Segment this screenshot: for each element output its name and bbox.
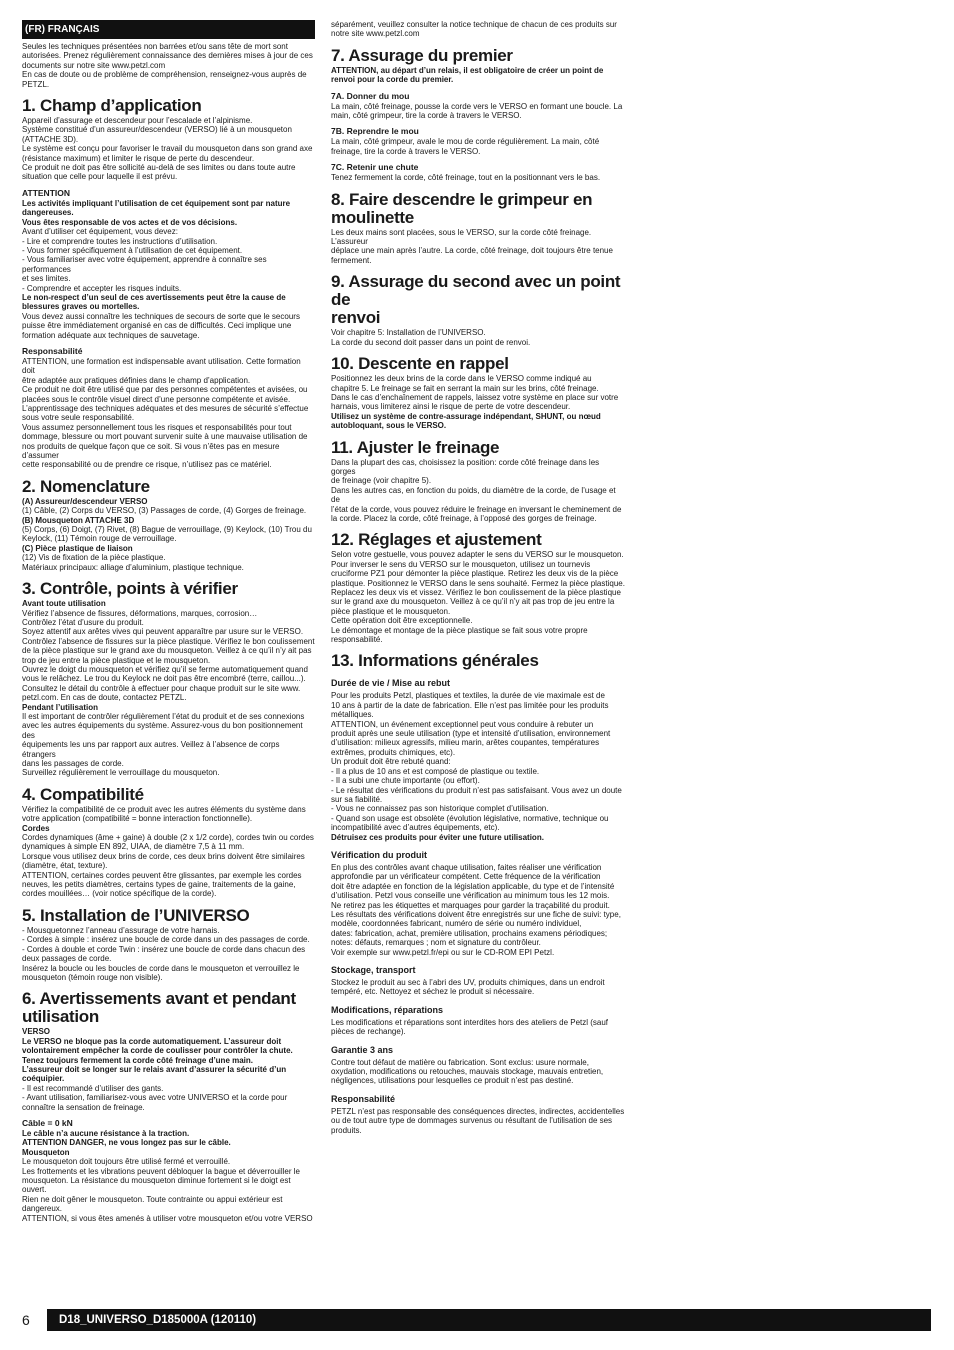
subsection-heading: Durée de vie / Mise au rebut: [331, 678, 451, 689]
bold-paragraph: Pendant l’utilisation: [22, 702, 99, 712]
subheading: Câble = 0 kN: [22, 1117, 73, 1128]
subsection-heading: Stockage, transport: [331, 965, 416, 975]
paragraph: La main, côté freinage, pousse la corde vers le VERSO en formant une boucle. La main, côté grimpeur, tire la corde à travers le VERSO.: [331, 101, 623, 121]
paragraph: Les deux mains sont placées, sous le VERSO, sur la corde côté freinage. L’assureur déplace une main après l’autre. La corde, côté freinage, doit toujours être tenue fermement.: [331, 227, 613, 265]
section-heading: 3. Contrôle, points à vérifier: [22, 579, 238, 599]
paragraph: Selon votre gestuelle, vous pouvez adapter le sens du VERSO sur le mousqueton. Pour inverser le sens du VERSO sur le mousqueton, utilisez un tournevis cruciforme PZ1 pour démonter la pièce plastique. Retirez les deux vis de la pièce plastique. Positionnez le VERSO dans le sens souhaité. Fermez la pièce plastique. Replacez les deux vis et vissez. Vérifiez le bon coulissement de la pièce plastique sur le grand axe du mousqueton. Veillez à ce qu’il n’y ait pas trop de jeu entre la pièce plastique et le mousqueton. Cette opération doit être exceptionnelle. Le démontage et montage de la pièce plastique se fait sous votre propre responsabilité.: [331, 550, 625, 645]
paragraph: Cordes dynamiques (âme + gaine) à double (2 x 1/2 corde), cordes twin ou cordes dynamiques à simple EN 892, UIAA, de diamètre 7,5 à 11 mm. Lorsque vous utilisez deux brins de corde, ces deux brins doivent être similaires (diamètre, état, texture). ATTENTION, certaines cordes peuvent être glissantes, par exemple les cordes neuves, les petits diamètres, certains types de gaine, traitements de la gaine, cordes mouillées… (voir notice spécifique de la corde).: [22, 833, 314, 899]
paragraph: Positionnez les deux brins de la corde dans le VERSO comme indiqué au chapitre 5. Le freinage se fait en serrant la main sur les brins, côté freinage. Dans le cas d’enchaînement de rappels, laissez votre système en place sur votre harnais, vous limiterez ainsi le risque de perte de votre descendeur.: [331, 374, 619, 412]
left-column: [22, 20, 315, 1223]
paragraph: ATTENTION, une formation est indispensable avant utilisation. Cette formation doit être adaptée aux pratiques définies dans le champ d’application. Ce produit ne doit être utilisé que par des personnes compétentes et avisées, ou placées sous le contrôle visuel direct d’une personne compétente et avisée. L’apprentissage des techniques adéquates et des mesures de sécurité s’effectue sous votre seule responsabilité. Vous assumez personnellement tous les risques et responsabilités pour tout dommage, blessure ou mort pouvant survenir suite à une mauvaise utilisation de nos produits de quelque façon que ce soit. Si vous n’êtes pas en mesure d’assumer cette responsabilité ou de prendre ce risque, n’utilisez pas ce matériel.: [22, 356, 309, 470]
paragraph: Vérifiez la compatibilité de ce produit avec les autres éléments du système dans votre application (compatibilité = bonne interaction fonctionnelle).: [22, 804, 306, 824]
bold-paragraph: Les activités impliquant l’utilisation de cet équipement sont par nature dangereuses. Vous êtes responsable de vos actes et de vos décisions.: [22, 198, 291, 227]
paragraph: Contre tout défaut de matière ou fabrication. Sont exclus: usure normale, oxydation, modifications ou retouches, mauvais stockage, mauvais entretien, négligences, utilisations pour lesquelles ce produit n’est pas destiné.: [331, 1057, 604, 1086]
paragraph: Le mousqueton doit toujours être utilisé fermé et verrouillé. Les frottements et les vibrations peuvent débloquer la bague et déverrouiller le mousqueton. La résistance du mousqueton diminue fortement si le doigt est ouvert. Rien ne doit gêner le mousqueton. Toute contrainte ou appui extérieur est dangereux. ATTENTION, si vous êtes amenés à utiliser votre mousqueton et/ou votre VERSO: [22, 1157, 313, 1223]
paragraph: PETZL n’est pas responsable des conséquences directes, indirectes, accidentelles ou de tout autre type de dommages survenus ou résultant de l’utilisation de ses produits.: [331, 1106, 625, 1135]
paragraph: - Mousquetonnez l’anneau d’assurage de votre harnais. - Cordes à simple : insérez une boucle de corde dans un des passages de corde. - Cordes à double et corde Twin : insérez une boucle de corde dans chacun des deux passages de corde. Insérez la boucle ou les boucles de corde dans le mousqueton et verrouillez le mousqueton (témoin rouge non visible).: [22, 925, 310, 982]
section-heading: 7. Assurage du premier: [331, 45, 513, 65]
bold-paragraph: (A) Assureur/descendeur VERSO: [22, 496, 148, 506]
bold-paragraph: (C) Pièce plastique de liaison: [22, 543, 133, 553]
bold-paragraph: (B) Mousqueton ATTACHE 3D: [22, 515, 135, 525]
section-heading: 8. Faire descendre le grimpeur en moulinette: [331, 189, 593, 227]
bold-paragraph: Le non-respect d’un seul de ces avertissements peut être la cause de blessures graves ou mortelles.: [22, 292, 286, 312]
subheading: 7C. Retenir une chute: [331, 162, 419, 173]
paragraph: Appareil d’assurage et descendeur pour l’escalade et l’alpinisme. Système constitué d’un assureur/descendeur (VERSO) lié à un mousqueton (ATTACHE 3D). Le système est conçu pour favoriser le travail du mousqueton dans son grand axe (résistance maximum) et limiter le risque de perte du descendeur. Ce produit ne doit pas être sollicité au-delà de ses limites ou dans toute autre situation que celle pour laquelle il est prévu.: [22, 116, 313, 182]
paragraph: (5) Corps, (6) Doigt, (7) Rivet, (8) Bague de verrouillage, (9) Keylock, (10) Trou du Keylock, (11) Témoin rouge de verrouillage.: [22, 525, 312, 544]
right-column: [331, 20, 625, 1135]
subsection-heading: Garantie 3 ans: [331, 1044, 394, 1055]
paragraph: (12) Vis de fixation de la pièce plastique. Matériaux principaux: alliage d’aluminium, plastique technique.: [22, 553, 244, 572]
paragraph: Vous devez aussi connaître les techniques de secours de sorte que le secours puisse être immédiatement organisé en cas de difficultés. Ceci implique une formation adéquate aux techniques de sauvetage.: [22, 311, 300, 340]
subsection-heading: Responsabilité: [331, 1093, 396, 1104]
bold-paragraph: Avant toute utilisation: [22, 599, 106, 609]
paragraph: Seules les techniques présentées non barrées et/ou sans tête de mort sont autorisées. Prenez régulièrement connaissance des dernières mises à jour de ces documents sur notre site www.petzl.com En cas de doute ou de problème de compréhension, renseignez-vous auprès de PETZL.: [22, 42, 313, 89]
paragraph: Avant d’utiliser cet équipement, vous devez: - Lire et comprendre toutes les instructions d’utilisation. - Vous former spécifiquement à l’utilisation de cet équipement. - Vous familiariser avec votre équipement, apprendre à connaître ses performances et ses limites. - Comprendre et accepter les risques induits.: [22, 227, 267, 293]
page-number: 6: [22, 1312, 30, 1328]
section-heading: 11. Ajuster le freinage: [331, 437, 500, 457]
subheading: Responsabilité: [22, 345, 83, 356]
paragraph: Vérifiez l’absence de fissures, déformations, marques, corrosion… Contrôlez l’état d’usure du produit. Soyez attentif aux arêtes vives qui peuvent apparaître par usure sur le VERSO. Contrôlez l’absence de fissures sur la pièce plastique. Vérifiez le bon coulissement de la pièce plastique sur le grand axe du mousqueton. Veillez à ce qu’il n’y ait pas trop de jeu entre la pièce plastique et le mousqueton. Ouvrez le doigt du mousqueton et vérifiez qu’il se ferme automatiquement quand vous le relâchez. Le trou du Keylock ne doit pas être encombré (terre, caillou...). Consultez le détail du contrôle à effectuer pour chaque produit sur le site www. petzl.com. En cas de doute, contactez PETZL.: [22, 608, 315, 703]
bold-paragraph: ATTENTION, au départ d’un relais, il est obligatoire de créer un point de renvoi pour la corde du premier.: [331, 65, 604, 85]
paragraph: Voir chapitre 5: Installation de l’UNIVERSO. La corde du second doit passer dans un point de renvoi.: [331, 328, 531, 347]
subheading: 7B. Reprendre le mou: [331, 126, 419, 137]
paragraph: Il est important de contrôler régulièrement l’état du produit et de ses connexions avec les autres équipements du système. Assurez-vous du bon positionnement des équipements les uns par rapport aux autres. Veillez à l’absence de corps étrangers dans les passages de corde. Surveillez régulièrement le verrouillage du mousqueton.: [22, 711, 305, 778]
document-reference: D18_UNIVERSO_D185000A (120110): [47, 1309, 931, 1331]
section-heading: 9. Assurage du second avec un point de renvoi: [331, 272, 621, 328]
paragraph: (1) Câble, (2) Corps du VERSO, (3) Passages de corde, (4) Gorges de freinage.: [22, 506, 307, 516]
paragraph: Pour les produits Petzl, plastiques et textiles, la durée de vie maximale est de 10 ans à partir de la date de fabrication. Elle n’est pas limitée pour les produits métalliques. ATTENTION, un événement exceptionnel peut vous conduire à rebuter un produit après une seule utilisation (type et intensité d’utilisation, environnement d’utilisation: milieux agressifs, milieu marin, arêtes coupantes, températures extrêmes, produits chimiques, etc). Un produit doit être rebuté quand: - Il a plus de 10 ans et est composé de plastique ou textile. - Il a subi une chute importante (ou effort). - Le résultat des vérifications du produit n’est pas satisfaisant. Vous avez un doute sur sa fiabilité. - Vous ne connaissez pas son historique complet d’utilisation. - Quand son usage est obsolète (évolution législative, normative, technique ou incompatibilité avec d’autres équipements, etc).: [331, 691, 622, 833]
paragraph: La main, côté grimpeur, avale le mou de corde régulièrement. La main, côté freinage, tire la corde à travers le VERSO.: [331, 137, 600, 156]
bold-paragraph: Le câble n’a aucune résistance à la traction. ATTENTION DANGER, ne vous longez pas sur le câble. Mousqueton: [22, 1128, 231, 1157]
paragraph: Stockez le produit au sec à l’abri des UV, produits chimiques, dans un endroit tempéré, etc. Nettoyez et séchez le produit si nécessaire.: [331, 978, 605, 997]
paragraph: - Il est recommandé d’utiliser des gants. - Avant utilisation, familiarisez-vous avec votre UNIVERSO et la corde pour connaître la sensation de freinage.: [22, 1083, 288, 1112]
section-heading: 5. Installation de l’UNIVERSO: [22, 905, 250, 925]
subheading: 7A. Donner du mou: [331, 90, 410, 101]
section-heading: 1. Champ d’application: [22, 96, 202, 116]
section-heading: 13. Informations générales: [331, 651, 539, 671]
paragraph: En plus des contrôles avant chaque utilisation, faites réaliser une vérification approfondie par un vérificateur compétent. Cette fréquence de la vérification doit être adaptée en fonction de la législation applicable, du type et de l’intensité d’utilisation. Petzl vous conseille une vérification au minimum tous les 12 mois. Ne retirez pas les étiquettes et marquages pour garder la traçabilité du produit. Les résultats des vérifications doivent être enregistrés sur une fiche de suivi: type, modèle, coordonnées fabricant, numéro de série ou numéro individuel, dates: fabrication, achat, première utilisation, prochains examens périodiques; notes: défauts, remarques ; nom et signature du contrôleur. Voir exemple sur www.petzl.fr/epi ou sur le CD-ROM EPI Petzl.: [331, 862, 621, 957]
section-heading: 10. Descente en rappel: [331, 354, 509, 374]
paragraph: Dans la plupart des cas, choisissez la position: corde côté freinage dans les gorges de freinage (voir chapitre 5). Dans les autres cas, en fonction du poids, du diamètre de la corde, de l’usage et de l’état de la corde, vous pouvez réduire le freinage en inversant le cheminement de la corde. Placez la corde, côté freinage, à l’opposé des gorges de freinage.: [331, 457, 622, 523]
bold-paragraph: Utilisez un système de contre-assurage indépendant, SHUNT, ou nœud autobloquant, sous le VERSO.: [331, 411, 601, 431]
section-heading: 4. Compatibilité: [22, 784, 144, 804]
paragraph: Les modifications et réparations sont interdites hors des ateliers de Petzl (sauf pièces de rechange).: [331, 1017, 609, 1037]
section-heading: 6. Avertissements avant et pendant utilisation: [22, 989, 296, 1027]
section-heading: 12. Réglages et ajustement: [331, 530, 542, 550]
paragraph: Tenez fermement la corde, côté freinage, tout en la positionnant vers le bas.: [331, 173, 601, 183]
section-heading: 2. Nomenclature: [22, 476, 150, 496]
bold-paragraph: VERSO Le VERSO ne bloque pas la corde automatiquement. L’assureur doit volontairement empêcher la corde de coulisser pour contrôler la chute. Tenez toujours fermement la corde côté freinage d’une main. L’assureur doit se longer sur le relais avant d’assurer la sécurité d’un coéquipier.: [22, 1027, 293, 1084]
bold-paragraph: Détruisez ces produits pour éviter une future utilisation.: [331, 832, 544, 842]
subsection-heading: Vérification du produit: [331, 849, 427, 860]
paragraph: séparément, veuillez consulter la notice technique de chacun de ces produits sur notre site www.petzl.com: [331, 20, 617, 39]
language-header: (FR) FRANÇAIS: [22, 20, 315, 39]
subheading: ATTENTION: [22, 187, 71, 198]
subsection-heading: Modifications, réparations: [331, 1004, 444, 1015]
bold-paragraph: Cordes: [22, 823, 50, 833]
